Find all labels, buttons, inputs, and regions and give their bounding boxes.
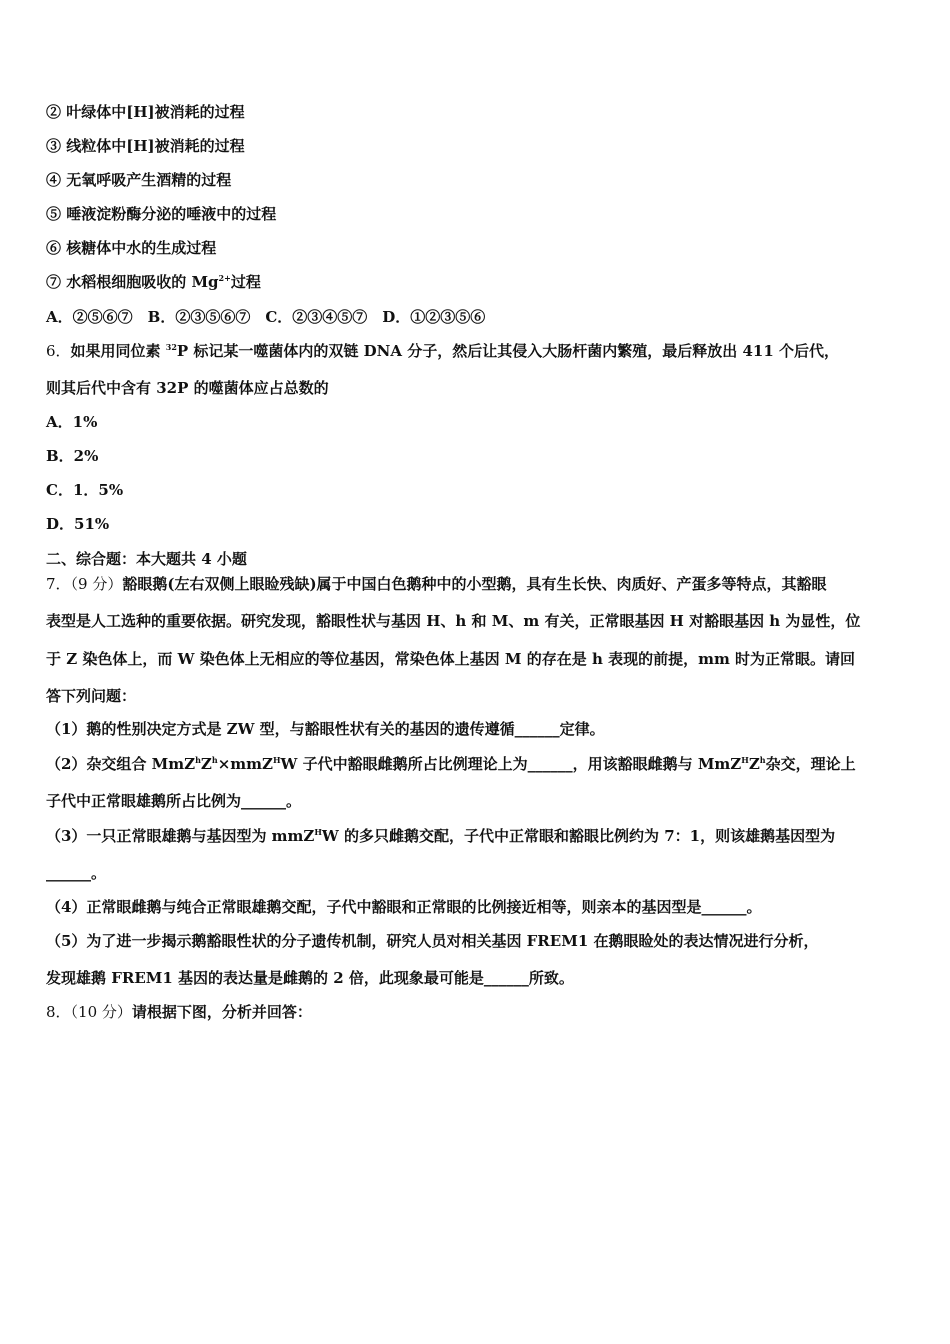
section-2-heading: 二、综合题：本大题共 4 小题 [46,550,247,568]
q6-text-b: P 标记某一噬菌体内的双链 DNA 分子，然后让其侵入大肠杆菌内繁殖，最后释放出 411 个后代， [176,342,839,360]
q7-sub-2-sup-5: h [759,755,766,765]
q8-text: 请根据下图，分析并回答： [131,1003,312,1021]
q6-text-a: 如果用同位素 [70,342,166,360]
q7-sub-2-d: W 子代中豁眼雌鹅所占比例理论上为______，用该豁眼雌鹅与 MmZ [280,755,742,773]
item-7-superscript: 2+ [218,273,231,283]
q7-sub-2 [46,754,910,774]
q7-sub-3-sup: H [314,827,322,837]
item-7-text: ⑦ 水稻根细胞吸收的 Mg [46,273,219,291]
q7-text-1: 豁眼鹅(左右双侧上眼睑残缺)属于中国白色鹅种中的小型鹅，具有生长快、肉质好、产蛋多等特点，其豁眼 [122,575,827,593]
q6-option-c: C．1．5% [46,481,124,499]
item-4: ④ 无氧呼吸产生酒精的过程 [46,171,232,189]
q5-options: A．②⑤⑥⑦ B．②③⑤⑥⑦ C．②③④⑤⑦ D．①②③⑤⑥ [46,308,486,326]
item-5: ⑤ 唾液淀粉酶分泌的唾液中的过程 [46,205,277,223]
q6-number: 6． [46,342,71,360]
q7-sub-2-sup-3: H [272,755,281,765]
q7-sub-3-a: （3）一只正常眼雄鹅与基因型为 mmZ [46,827,315,845]
q6-line-2: 则其后代中含有 32P 的噬菌体应占总数的 [46,379,329,397]
item-2: ② 叶绿体中[H]被消耗的过程 [46,103,245,121]
q7-sub-2-sup-4: H [741,755,749,765]
q6-option-b: B．2% [46,447,99,465]
q7-sub-3-line-2: ______。 [46,864,107,882]
q8-line [46,1002,910,1022]
q6-option-d: D．51% [46,515,110,533]
q7-sub-2-c: ×mmZ [217,755,273,773]
q6-option-a: A．1% [46,413,98,431]
q7-sub-5-line-1: （5）为了进一步揭示鹅豁眼性状的分子遗传机制，研究人员对相关基因 FREM1 在鹅眼睑处的表达情况进行分析， [46,932,819,950]
item-7 [46,272,910,292]
q6-line-1 [46,341,910,361]
q7-number: 7．（9 分） [46,575,123,593]
q7-sub-3 [46,826,910,846]
q7-line-3: 于 Z 染色体上，而 W 染色体上无相应的等位基因，常染色体上基因 M 的存在是 h 表现的前提，mm 时为正常眼。请回 [46,650,856,668]
q7-sub-2-line-2: 子代中正常眼雄鹅所占比例为______。 [46,792,302,810]
q7-sub-2-a: （2）杂交组合 MmZ [46,755,196,773]
q7-line-1 [46,574,910,594]
q7-sub-2-f: 杂交，理论上 [765,755,856,773]
q7-sub-4: （4）正常眼雌鹅与纯合正常眼雄鹅交配，子代中豁眼和正常眼的比例接近相等，则亲本的基因型是______。 [46,898,762,916]
q7-sub-1: （1）鹅的性别决定方式是 ZW 型，与豁眼性状有关的基因的遗传遵循______定律。 [46,720,605,738]
item-6: ⑥ 核糖体中水的生成过程 [46,239,217,257]
q7-sub-3-b: W 的多只雌鹅交配，子代中正常眼和豁眼比例约为 7：1，则该雄鹅基因型为 [321,827,836,845]
q7-sub-2-sup-1: h [195,755,201,765]
item-7-suffix: 过程 [230,273,261,291]
q7-line-2: 表型是人工选种的重要依据。研究发现，豁眼性状与基因 H、h 和 M、m 有关，正常眼基因 H 对豁眼基因 h 为显性，位 [46,612,861,630]
q7-sub-2-sup-2: h [211,755,218,765]
q7-sub-5-line-2: 发现雄鹅 FREM1 基因的表达量是雌鹅的 2 倍，此现象最可能是______所致。 [46,969,574,987]
item-3: ③ 线粒体中[H]被消耗的过程 [46,137,245,155]
q7-sub-2-b: Z [200,755,212,773]
q6-superscript: 32 [165,342,177,352]
q7-line-4: 答下列问题： [46,687,137,705]
q7-sub-2-e: Z [748,755,760,773]
q8-number: 8．（10 分） [46,1003,132,1021]
